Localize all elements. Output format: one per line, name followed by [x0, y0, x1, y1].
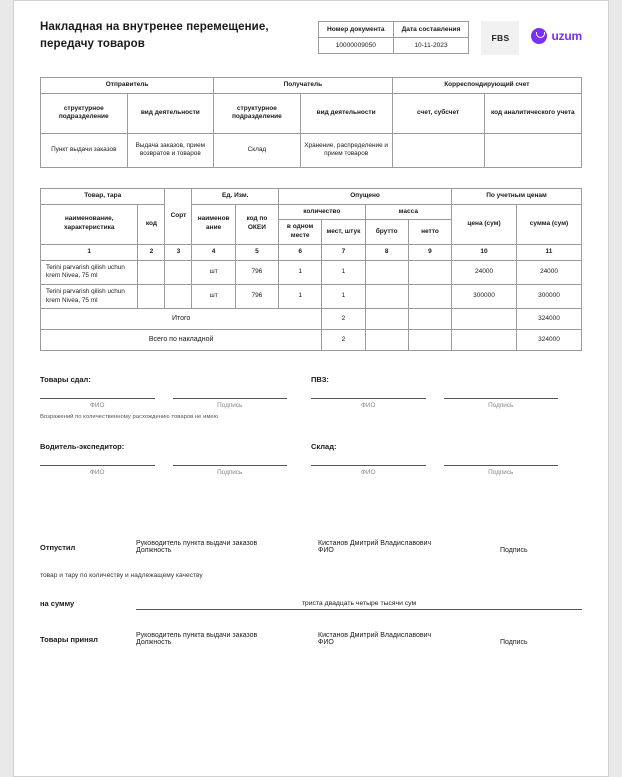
goods-row-1-amount: 300000 — [516, 284, 581, 308]
goods-header-row-1 — [41, 188, 582, 204]
signature-row-2 — [40, 442, 582, 476]
goods-colnum-7: 7 — [322, 244, 365, 260]
doc-date-value: 10-11-2023 — [393, 38, 469, 54]
goods-header-price: цена (сум) — [452, 204, 517, 244]
goods-row-0-places: 1 — [322, 260, 365, 284]
goods-total-row — [41, 309, 582, 330]
fbs-badge: FBS — [481, 21, 519, 55]
parties-group-sender: Отправитель — [41, 78, 214, 94]
goods-total-0-gross — [365, 309, 408, 330]
goods-row-0-price: 24000 — [452, 260, 517, 284]
goods-total-1-label: Всего по накладной — [41, 330, 322, 351]
signature-block-pvz — [311, 375, 582, 420]
goods-header-net: нетто — [408, 220, 451, 245]
goods-colnum-1: 1 — [41, 244, 138, 260]
signature-block-warehouse — [311, 442, 582, 476]
accepted-position-value: Руководитель пункта выдачи заказов — [136, 632, 258, 640]
uzum-logo — [531, 28, 582, 44]
goods-column-number-row — [41, 244, 582, 260]
goods-header-name: наименование, характеристика — [41, 204, 138, 244]
goods-total-1-gross — [365, 330, 408, 351]
released-fio-value: Кистанов Дмитрий Владиславович — [318, 540, 432, 548]
fio-field[interactable] — [40, 398, 155, 409]
released-row — [40, 540, 582, 554]
sum-field[interactable] — [136, 600, 582, 610]
goods-header-unit-name: наименов ание — [192, 204, 235, 244]
fio-caption: ФИО — [318, 547, 334, 555]
parties-subheader-2: структурное подразделение — [214, 93, 301, 133]
goods-row-0-net — [408, 260, 451, 284]
document-header — [40, 19, 582, 55]
goods-header-amount: сумма (сум) — [516, 204, 581, 244]
signature-fields — [40, 398, 287, 409]
uzum-wordmark: uzum — [551, 29, 582, 43]
goods-header-in-one-place: в одном месте — [279, 220, 322, 245]
accepted-position-field[interactable] — [136, 632, 304, 646]
signature-title: Товары сдал: — [40, 375, 91, 385]
signature-title: ПВЗ: — [311, 375, 329, 385]
released-fields — [136, 540, 582, 554]
parties-value-3: Хранение, распределение и прием товаров — [300, 133, 392, 167]
parties-group-header-row — [41, 78, 582, 94]
signature-fields — [311, 465, 558, 476]
goods-row-1-name: Terini parvarish qilish uchun krem Nivea, 75 ml — [41, 284, 138, 308]
signature-title: Склад: — [311, 442, 337, 452]
fio-caption: ФИО — [90, 469, 105, 477]
sum-row — [40, 599, 582, 610]
signature-rule — [444, 398, 559, 399]
accepted-fio-field[interactable] — [318, 632, 486, 646]
goods-header-gross: брутто — [365, 220, 408, 245]
fio-caption: ФИО — [90, 402, 105, 410]
released-fio-field[interactable] — [318, 540, 486, 554]
goods-row-1-gross — [365, 284, 408, 308]
signature-caption: Подпись — [217, 402, 243, 410]
signature-block-driver — [40, 442, 311, 476]
accepted-fields — [136, 632, 582, 646]
goods-header-places: мест, штук — [322, 220, 365, 245]
signature-caption: Подпись — [500, 639, 528, 647]
goods-row-1-code — [138, 284, 165, 308]
released-position-field[interactable] — [136, 540, 304, 554]
goods-header-sort: Сорт — [165, 188, 192, 244]
goods-row-0-name: Terini parvarish qilish uchun krem Nivea, 75 ml — [41, 260, 138, 284]
parties-group-account: Корреспондирующий счет — [392, 78, 581, 94]
signature-rule — [173, 398, 288, 399]
goods-header-unit: Ед. Изм. — [192, 188, 279, 204]
released-block — [40, 540, 582, 646]
goods-total-0-label: Итого — [41, 309, 322, 330]
goods-total-1-price — [452, 330, 517, 351]
sum-label: на сумму — [40, 599, 75, 609]
goods-header-mass: масса — [365, 204, 452, 220]
header-right-group — [318, 21, 582, 55]
goods-header-code: код — [138, 204, 165, 244]
goods-colnum-8: 8 — [365, 244, 408, 260]
parties-subheader-row — [41, 93, 582, 133]
fio-caption: ФИО — [361, 402, 376, 410]
goods-colnum-6: 6 — [279, 244, 322, 260]
sum-in-words-value: триста двадцать четыре тысячи сум — [136, 600, 582, 610]
parties-table — [40, 77, 582, 168]
fio-field[interactable] — [311, 398, 426, 409]
goods-colnum-2: 2 — [138, 244, 165, 260]
released-position-value: Руководитель пункта выдачи заказов — [136, 540, 258, 548]
released-label: Отпустил — [40, 543, 76, 553]
signature-title: Водитель-экспедитор: — [40, 442, 125, 452]
goods-row-0-unit-okei: 796 — [235, 260, 278, 284]
goods-header-accounting: По учетным ценам — [452, 188, 582, 204]
goods-colnum-3: 3 — [165, 244, 192, 260]
goods-header-unit-okei: код по ОКЕИ — [235, 204, 278, 244]
goods-total-0-net — [408, 309, 451, 330]
fio-rule — [40, 465, 155, 466]
table-row — [41, 284, 582, 308]
goods-row-1-in-one-place: 1 — [279, 284, 322, 308]
uzum-smile-icon — [531, 28, 547, 44]
goods-row-1-unit-okei: 796 — [235, 284, 278, 308]
doc-number-label: Номер документа — [318, 22, 393, 38]
parties-value-2: Склад — [214, 133, 301, 167]
position-caption: Должность — [136, 547, 172, 555]
goods-row-1-sort — [165, 284, 192, 308]
parties-subheader-4: счет, субсчет — [392, 93, 484, 133]
goods-colnum-11: 11 — [516, 244, 581, 260]
parties-value-5 — [484, 133, 581, 167]
signature-block-goods-handed — [40, 375, 311, 420]
signature-caption: Подпись — [217, 469, 243, 477]
parties-subheader-0: структурное подразделение — [41, 93, 128, 133]
goods-row-0-gross — [365, 260, 408, 284]
accepted-signature-value — [500, 632, 582, 639]
goods-header-row-2 — [41, 204, 582, 220]
parties-subheader-5: код аналитического учета — [484, 93, 581, 133]
released-signature-field[interactable] — [500, 540, 582, 554]
goods-row-1-price: 300000 — [452, 284, 517, 308]
signature-rule — [444, 465, 559, 466]
goods-row-0-sort — [165, 260, 192, 284]
position-caption: Должность — [136, 639, 172, 647]
goods-row-1-net — [408, 284, 451, 308]
document-page — [13, 0, 609, 777]
fio-field[interactable] — [40, 465, 155, 476]
goods-total-0-amount: 324000 — [516, 309, 581, 330]
goods-colnum-5: 5 — [235, 244, 278, 260]
signature-rule — [173, 465, 288, 466]
fio-field[interactable] — [311, 465, 426, 476]
fio-caption: ФИО — [318, 639, 334, 647]
table-row — [41, 260, 582, 284]
parties-value-4 — [392, 133, 484, 167]
goods-row-0-amount: 24000 — [516, 260, 581, 284]
signature-row-1 — [40, 375, 582, 420]
parties-group-receiver: Получатель — [214, 78, 393, 94]
accepted-label: Товары принял — [40, 635, 98, 645]
goods-colnum-4: 4 — [192, 244, 235, 260]
released-signature-value — [500, 540, 582, 547]
doc-date-label: Дата составления — [393, 22, 469, 38]
parties-value-row — [41, 133, 582, 167]
signature-caption: Подпись — [488, 469, 514, 477]
goods-table — [40, 188, 582, 351]
goods-row-0-code — [138, 260, 165, 284]
goods-total-0-places: 2 — [322, 309, 365, 330]
accepted-row — [40, 632, 582, 646]
goods-colnum-10: 10 — [452, 244, 517, 260]
goods-header-quantity: количество — [279, 204, 366, 220]
fio-rule — [311, 398, 426, 399]
fio-rule — [311, 465, 426, 466]
fio-caption: ФИО — [361, 469, 376, 477]
signature-field[interactable] — [444, 398, 559, 409]
signature-field[interactable] — [173, 398, 288, 409]
goods-total-1-places: 2 — [322, 330, 365, 351]
goods-header-released: Опущено — [279, 188, 452, 204]
goods-total-1-net — [408, 330, 451, 351]
goods-row-0-unit-name: шт — [192, 260, 235, 284]
document-number-table — [318, 21, 470, 54]
goods-total-1-amount: 324000 — [516, 330, 581, 351]
signature-note: Возражений по количественному расхождению товаров не имею — [40, 414, 219, 421]
accepted-signature-field[interactable] — [500, 632, 582, 646]
goods-row-0-in-one-place: 1 — [279, 260, 322, 284]
doc-number-value: 10000009050 — [318, 38, 393, 54]
signature-caption: Подпись — [500, 547, 528, 555]
goods-header-item: Товар, тара — [41, 188, 165, 204]
goods-row-1-places: 1 — [322, 284, 365, 308]
goods-total-row — [41, 330, 582, 351]
signature-field[interactable] — [444, 465, 559, 476]
parties-value-1: Выдача заказов, прием возвратов и товаров — [127, 133, 214, 167]
signature-fields — [311, 398, 558, 409]
fio-rule — [40, 398, 155, 399]
parties-subheader-3: вид деятельности — [300, 93, 392, 133]
goods-row-1-unit-name: шт — [192, 284, 235, 308]
goods-total-0-price — [452, 309, 517, 330]
page-title: Накладная на внутренее перемещение, передачу товаров — [40, 21, 269, 50]
parties-value-0: Пункт выдачи заказов — [41, 133, 128, 167]
quality-note: товар и тару по количеству и надлежащему качеству — [40, 572, 203, 580]
signature-field[interactable] — [173, 465, 288, 476]
parties-subheader-1: вид деятельности — [127, 93, 214, 133]
goods-colnum-9: 9 — [408, 244, 451, 260]
accepted-fio-value: Кистанов Дмитрий Владиславович — [318, 632, 432, 640]
signature-fields — [40, 465, 287, 476]
signature-caption: Подпись — [488, 402, 514, 410]
